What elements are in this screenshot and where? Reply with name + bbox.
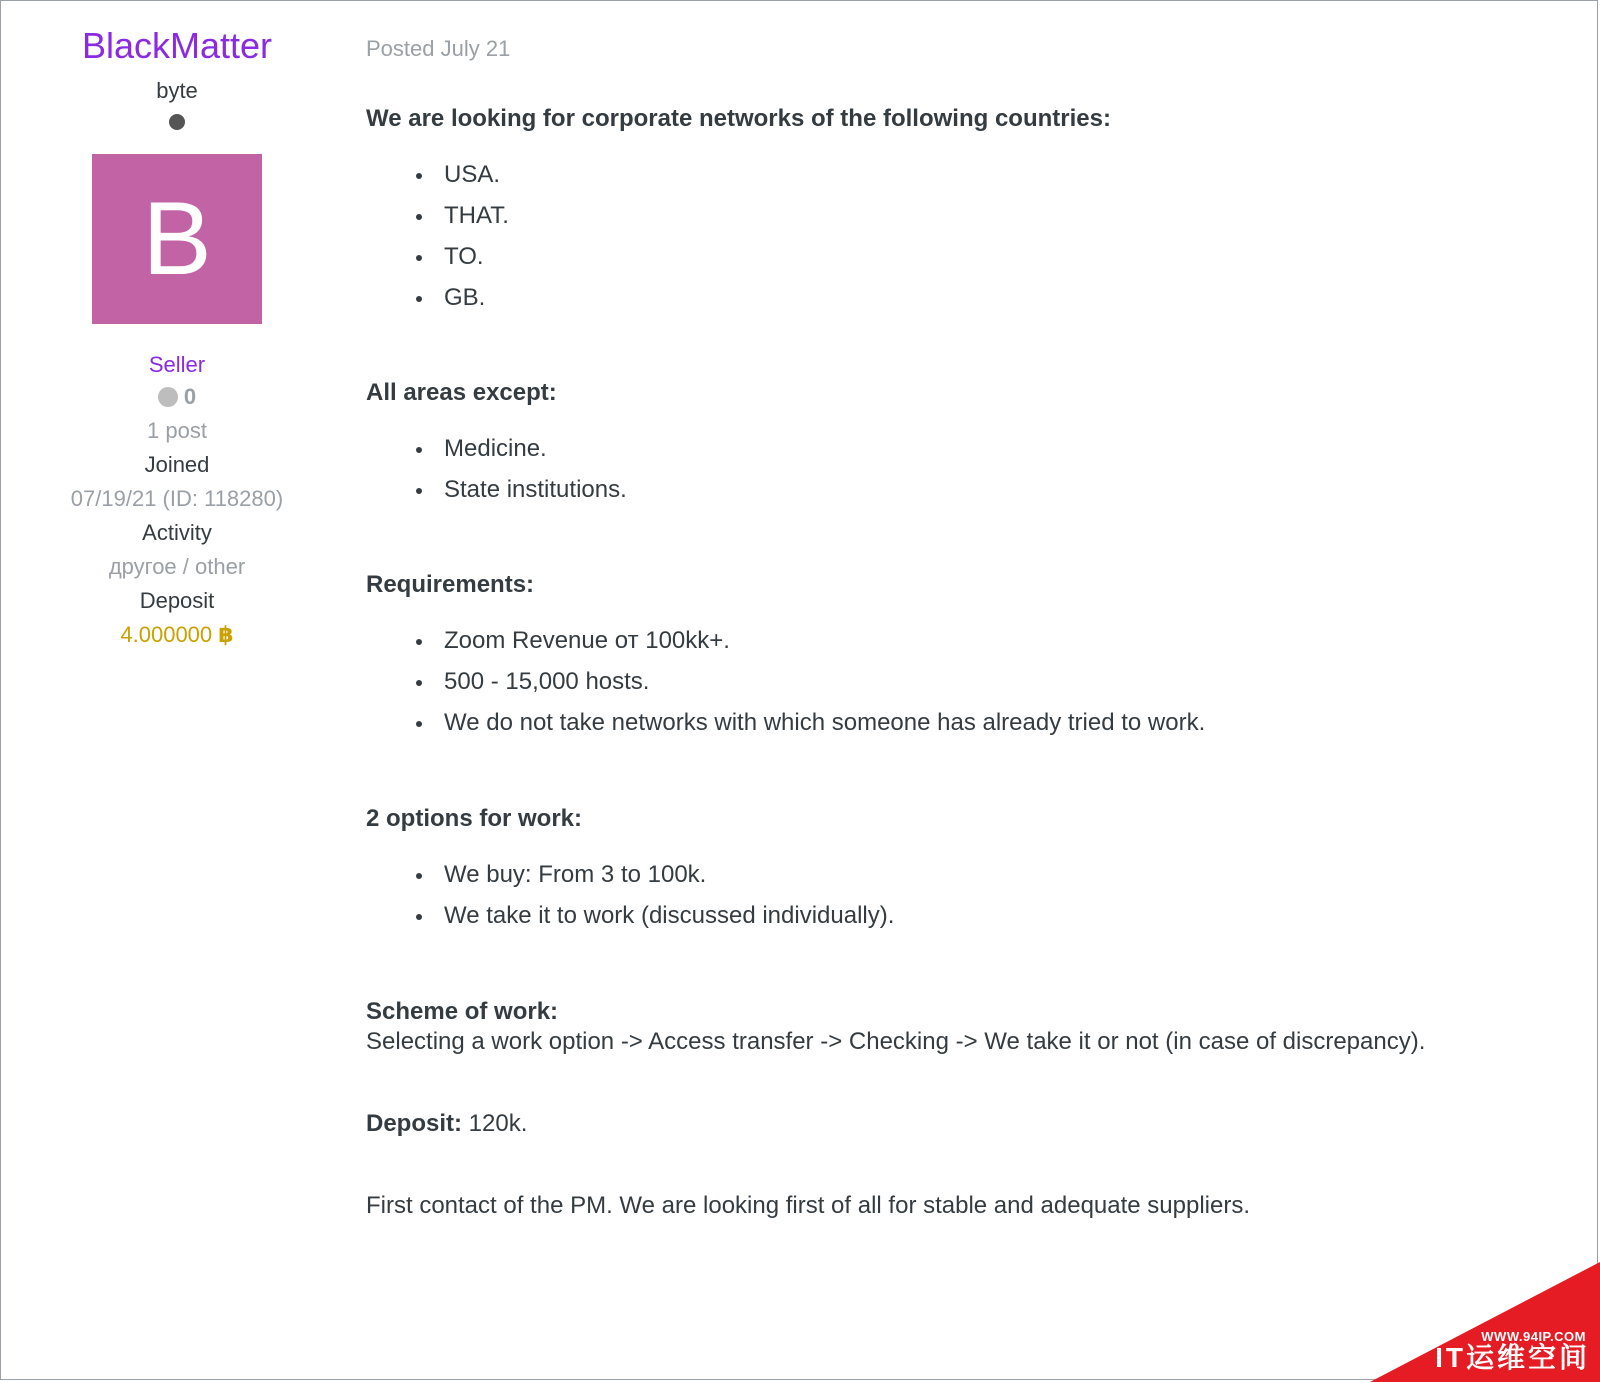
joined-value: 07/19/21 (ID: 118280) xyxy=(70,486,284,511)
deposit-line xyxy=(366,1109,1566,1139)
author-group: Seller xyxy=(148,352,206,377)
watermark-brand: IT运维空间 xyxy=(1435,1342,1590,1373)
deposit-value: 4.000000 xyxy=(120,622,213,647)
author-rank: byte xyxy=(156,78,198,103)
author-username[interactable]: BlackMatter xyxy=(81,25,273,66)
list-item: 500 - 15,000 hosts. xyxy=(444,667,1566,697)
areas-heading: All areas except: xyxy=(366,379,557,406)
list-item: USA. xyxy=(444,160,1566,190)
list-item: We do not take networks with which someone has already tried to work. xyxy=(444,708,1566,738)
list-item: State institutions. xyxy=(444,475,1566,505)
online-status-icon xyxy=(169,114,185,130)
list-item: Zoom Revenue от 100kk+. xyxy=(444,626,1566,656)
reputation-value: 0 xyxy=(183,384,197,409)
scheme-heading: Scheme of work: xyxy=(366,998,559,1025)
avatar-letter: B xyxy=(142,181,212,297)
list-item: We buy: From 3 to 100k. xyxy=(444,860,1566,890)
avatar[interactable] xyxy=(92,154,262,324)
deposit-line-label: Deposit: xyxy=(366,1110,462,1137)
activity-value: другое / other xyxy=(108,554,246,579)
options-heading: 2 options for work: xyxy=(366,805,582,832)
activity-label: Activity xyxy=(142,520,212,545)
list-item: TO. xyxy=(444,242,1566,272)
deposit-label: Deposit xyxy=(139,588,215,613)
author-panel xyxy=(40,24,314,652)
list-item: THAT. xyxy=(444,201,1566,231)
list-item: GB. xyxy=(444,283,1566,313)
post-count: 1 post xyxy=(147,418,207,443)
deposit-value-row xyxy=(40,618,314,652)
options-list xyxy=(366,860,1566,931)
deposit-line-value: 120k. xyxy=(462,1110,528,1137)
list-item: Medicine. xyxy=(444,434,1566,464)
post-date[interactable]: Posted July 21 xyxy=(366,36,511,61)
joined-label: Joined xyxy=(144,452,210,477)
list-item: We take it to work (discussed individually). xyxy=(444,901,1566,931)
post-content xyxy=(366,30,1566,1221)
closing-text: First contact of the PM. We are looking first of all for stable and adequate suppliers. xyxy=(366,1192,1251,1219)
watermark-url: WWW.94IP.COM xyxy=(1481,1329,1586,1344)
countries-list xyxy=(366,160,1566,313)
bitcoin-icon: ฿ xyxy=(218,622,234,647)
requirements-list xyxy=(366,626,1566,738)
reputation-icon xyxy=(158,387,178,407)
requirements-heading: Requirements: xyxy=(366,571,535,598)
reputation xyxy=(40,380,314,414)
scheme-text: Selecting a work option -> Access transfer -> Checking -> We take it or not (in case of discrepancy). xyxy=(366,1028,1426,1055)
countries-heading: We are looking for corporate networks of the following countries: xyxy=(366,105,1111,132)
areas-list xyxy=(366,434,1566,505)
